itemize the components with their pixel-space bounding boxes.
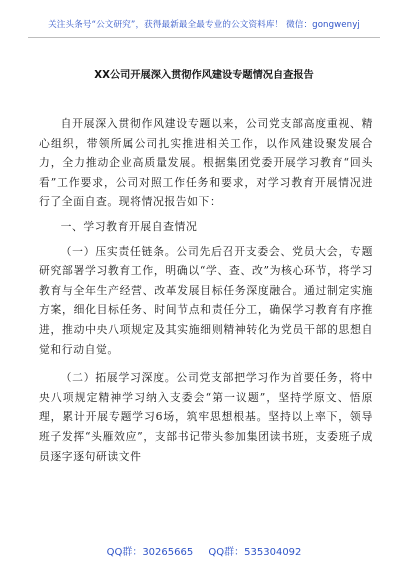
document-body — [39, 114, 373, 466]
document-title: XX公司开展深入贯彻作风建设专题情况自查报告 — [94, 70, 314, 81]
paragraph-study-depth: （二）拓展学习深度。公司党支部把学习作为首要任务，将中央八项规定精神学习纳入支委会“第一议题”，坚持学原文、悟原理，累计开展专题学习6场，筑牢思想根基。坚持以上率下，领导班子发挥“头雁效应”，支部书记带头参加集团读书班，支委班子成员逐字逐句研读文件 — [39, 371, 373, 463]
header-divider — [28, 37, 380, 38]
footer-qq-groups — [0, 543, 408, 558]
header-banner: 关注头条号“公文研究”，获得最新最全最专业的公文资料库！ 微信：gongwenyj — [48, 20, 360, 30]
paragraph-responsibility: （一）压实责任链条。公司先后召开支委会、党员大会，专题研究部署学习教育工作，明确以“学、查、改”为核心环节，将学习教育与全年生产经营、改革发展目标任务深度融合。通过制定实施方案，细化目标任务、时间节点和责任分工，确保学习教育有序推进，推动中央八项规定及其实施细则精神转化为党员干部的思想自觉和行动自觉。 — [39, 244, 373, 356]
qq-group-1: QQ群：30265665 — [106, 547, 194, 558]
intro-paragraph: 自开展深入贯彻作风建设专题以来，公司党支部高度重视、精心组织，带领所属公司扎实推进相关工作，以作风建设聚发展合力，全力推动企业高质量发展。根据集团党委开展学习教育“回头看”工作要求，公司对照工作任务和要求，对学习教育开展情况进行了全面自查。现将情况报告如下： — [39, 117, 373, 209]
qq-group-2: QQ群：535304092 — [208, 547, 302, 558]
section-heading: 一、学习教育开展自查情况 — [60, 219, 198, 233]
